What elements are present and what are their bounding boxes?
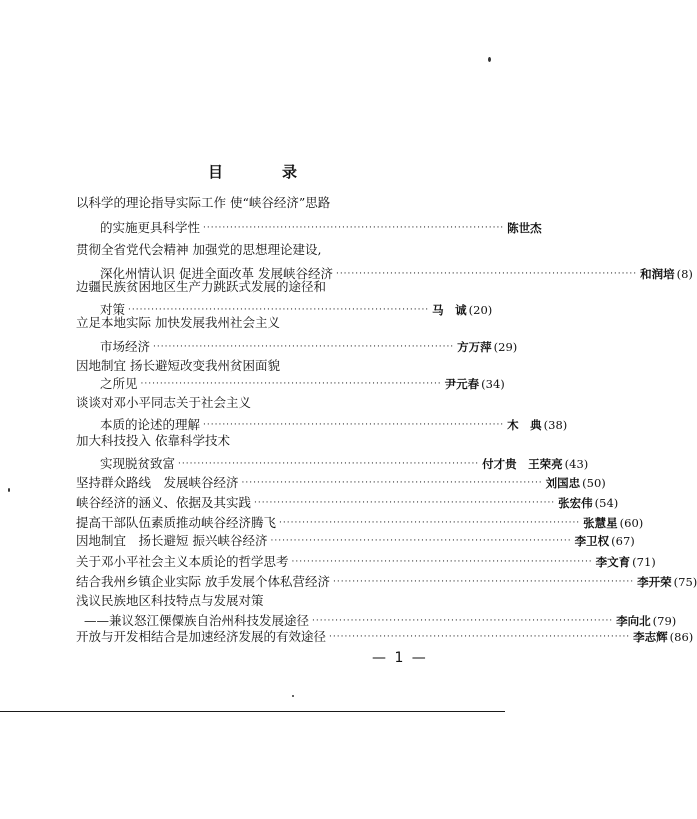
toc-entry-title: 市场经济 xyxy=(100,339,151,354)
page-number: — 1 — xyxy=(372,650,428,666)
toc-leader-dots: ·············································································· xyxy=(178,459,480,469)
toc-entry xyxy=(76,572,697,592)
toc-entry-title: 结合我州乡镇企业实际 放手发展个体私营经济 xyxy=(76,574,330,589)
toc-entry-page: (71) xyxy=(632,555,656,569)
toc-leader-dots: ·············································································· xyxy=(335,269,638,279)
toc-entry-author: 李文育 xyxy=(595,555,631,569)
page-title: 目 录 xyxy=(207,163,319,181)
toc-entry-title: 实现脱贫致富 xyxy=(100,456,176,471)
toc-entry-author: 张慧星 xyxy=(583,516,618,530)
toc-entry xyxy=(76,552,656,572)
scan-speck xyxy=(488,57,491,62)
toc-entry xyxy=(76,193,330,213)
toc-entry xyxy=(76,393,251,413)
toc-entry-page: (79) xyxy=(652,614,677,628)
toc-entry xyxy=(76,473,606,493)
toc-entry-title: 谈谈对邓小平同志关于社会主义 xyxy=(76,395,252,410)
toc-entry xyxy=(76,531,635,551)
toc-entry-author: 方万萍 xyxy=(457,340,492,354)
toc-leader-dots: ·············································································· xyxy=(329,632,631,642)
toc-entry-page: (67) xyxy=(611,534,635,548)
toc-entry xyxy=(100,218,542,238)
toc-leader-dots: ·············································································· xyxy=(270,536,572,546)
toc-entry xyxy=(76,313,280,333)
toc-leader-dots: ·············································································· xyxy=(241,478,543,488)
toc-entry-title: 关于邓小平社会主义本质论的哲学思考 xyxy=(76,554,289,569)
toc-leader-dots: ·············································································· xyxy=(332,577,635,587)
toc-entry xyxy=(76,277,326,297)
toc-entry xyxy=(76,493,619,513)
toc-entry-author: 尹元春 xyxy=(444,377,480,391)
toc-entry-title: 因地制宜 扬长避短改变我州贫困面貌 xyxy=(76,358,280,373)
toc-leader-dots: ·············································································· xyxy=(128,305,430,315)
toc-entry-title: 坚持群众路线 发展峡谷经济 xyxy=(76,475,239,490)
toc-entry-author: 李开荣 xyxy=(637,575,672,589)
toc-entry xyxy=(76,591,264,611)
toc-leader-dots: ·············································································· xyxy=(291,557,593,567)
toc-entry-title: 开放与开发相结合是加速经济发展的有效途径 xyxy=(76,629,327,644)
toc-entry-page: (8) xyxy=(676,267,693,281)
toc-entry-author: 张宏伟 xyxy=(558,496,593,510)
toc-leader-dots: ·············································································· xyxy=(203,223,505,233)
toc-entry-title: 对策 xyxy=(100,302,126,317)
toc-entry-title: 因地制宜 扬长避短 振兴峡谷经济 xyxy=(76,533,268,548)
toc-entry-page: (34) xyxy=(481,377,505,391)
toc-leader-dots: ·············································································· xyxy=(153,342,455,352)
toc-entry-author: 和润培 xyxy=(640,267,675,281)
toc-entry xyxy=(76,240,321,260)
toc-entry-author: 木 典 xyxy=(507,418,542,432)
toc-entry-page: (86) xyxy=(669,630,694,644)
toc-entry-author: 马 诚 xyxy=(432,303,467,317)
toc-entry-page: (20) xyxy=(468,303,493,317)
scan-speck xyxy=(292,695,294,697)
toc-entry-author: 付才贵 王荣亮 xyxy=(482,457,563,471)
scan-speck xyxy=(8,488,10,492)
toc-entry-title: 加大科技投入 依靠科学技术 xyxy=(76,433,230,448)
toc-entry-title: 深化州情认识 促进全面改革 发展峡谷经济 xyxy=(100,266,333,281)
toc-entry-title: 贯彻全省党代会精神 加强党的思想理论建设, xyxy=(76,242,322,257)
toc-entry-title: 峡谷经济的涵义、依据及其实践 xyxy=(76,495,252,510)
toc-entry xyxy=(100,337,518,357)
toc-entry-title: 提高干部队伍素质推动峡谷经济腾飞 xyxy=(76,515,277,530)
toc-entry-page: (50) xyxy=(582,476,606,490)
toc-entry xyxy=(76,513,644,533)
toc-entry-page: (75) xyxy=(673,575,697,589)
toc-entry-page: (54) xyxy=(594,496,619,510)
toc-entry-author: 李卫权 xyxy=(574,534,610,548)
toc-leader-dots: ·············································································· xyxy=(254,498,556,508)
toc-entry-title: 之所见 xyxy=(100,376,138,391)
toc-entry-page: (43) xyxy=(564,457,589,471)
toc-leader-dots: ·············································································· xyxy=(203,420,505,430)
bottom-rule-divider xyxy=(0,711,505,712)
toc-entry-author: 李志辉 xyxy=(633,630,668,644)
toc-entry-author: 陈世杰 xyxy=(507,221,542,235)
toc-entry xyxy=(76,431,230,451)
toc-entry-page: (29) xyxy=(493,340,518,354)
toc-entry-page: (60) xyxy=(619,516,644,530)
toc-entry xyxy=(100,454,589,474)
toc-entry-author: 刘国忠 xyxy=(545,476,581,490)
toc-entry-page: (38) xyxy=(543,418,568,432)
toc-entry xyxy=(100,374,505,394)
toc-entry-title: 浅议民族地区科技特点与发展对策 xyxy=(76,593,264,608)
toc-leader-dots: ·············································································· xyxy=(279,518,581,528)
toc-entry xyxy=(76,356,280,376)
toc-entry xyxy=(76,627,694,647)
toc-entry-title: ——兼议怒江傈僳族自治州科技发展途径 xyxy=(84,613,310,628)
toc-entry-title: 立足本地实际 加快发展我州社会主义 xyxy=(76,315,280,330)
toc-entry-title: 的实施更具科学性 xyxy=(100,220,201,235)
toc-entry-title: 边疆民族贫困地区生产力跳跃式发展的途径和 xyxy=(76,279,327,294)
toc-entry-title: 本质的论述的理解 xyxy=(100,417,201,432)
toc-leader-dots: ·············································································· xyxy=(312,616,614,626)
toc-entry-author: 李向北 xyxy=(616,614,651,628)
toc-leader-dots: ·············································································· xyxy=(140,379,442,389)
toc-entry-title: 以科学的理论指导实际工作 使“峡谷经济”思路 xyxy=(76,195,331,210)
